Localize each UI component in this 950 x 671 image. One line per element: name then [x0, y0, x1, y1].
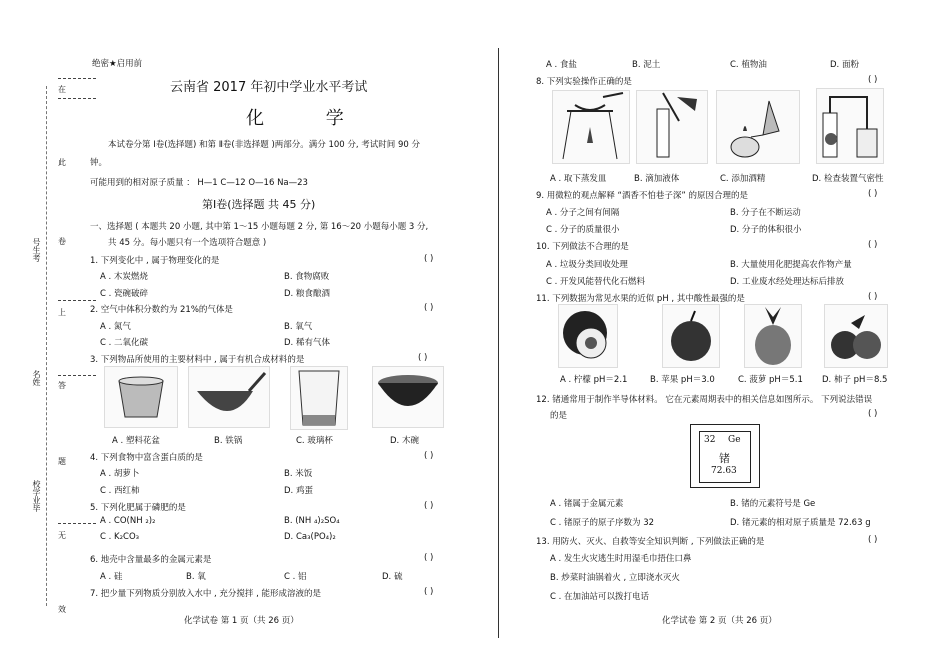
element-card: [690, 424, 760, 488]
option[interactable]: A . 取下蒸发皿: [550, 174, 607, 184]
question-stem: 3. 下列物品所使用的主要材料中 , 属于有机合成材料的是: [90, 355, 305, 365]
question-stem-cont: 的是: [550, 411, 568, 421]
subject-title: 化 学: [246, 108, 372, 129]
answer-blank[interactable]: ( ): [424, 587, 434, 597]
answer-blank[interactable]: ( ): [424, 553, 434, 563]
glass-cup-image: [290, 366, 348, 430]
option[interactable]: A . 柠檬 pH＝2.1: [560, 375, 628, 385]
question-stem: 6. 地壳中含量最多的金属元素是: [90, 555, 212, 565]
question-stem: 4. 下列食物中富含蛋白质的是: [90, 453, 203, 463]
question-stem: 11. 下列数据为常见水果的近似 pH , 其中酸性最强的是: [536, 294, 745, 304]
intro-line2: 钟。: [90, 158, 108, 168]
option[interactable]: D. 稀有气体: [284, 338, 330, 348]
option[interactable]: B. (NH ₄)₂SO₄: [284, 516, 340, 526]
lemon-image: [558, 304, 618, 368]
question-stem: 2. 空气中体积分数约为 21%的气体是: [90, 305, 233, 315]
question-stem: 8. 下列实验操作正确的是: [536, 77, 632, 87]
option[interactable]: B. 炒菜时油锅着火 , 立即浇水灭火: [550, 573, 680, 583]
question-stem: 5. 下列化肥属于磷肥的是: [90, 503, 186, 513]
option[interactable]: B. 铁锅: [214, 436, 243, 446]
pineapple-image: [744, 304, 802, 368]
option[interactable]: C . 铝: [284, 572, 307, 582]
option[interactable]: B. 分子在不断运动: [730, 208, 801, 218]
option[interactable]: C . K₂CO₃: [100, 532, 140, 542]
school-field[interactable]: 校学业毕: [32, 480, 41, 512]
element-symbol: Ge: [728, 435, 741, 445]
atomic-masses: 可能用到的相对原子质量 ： H—1 C—12 O—16 Na—23: [90, 178, 308, 188]
option[interactable]: A . 木炭燃烧: [100, 272, 148, 282]
wooden-bowl-image: [372, 366, 444, 428]
answer-blank[interactable]: ( ): [868, 75, 878, 85]
option[interactable]: C. 植物油: [730, 60, 767, 70]
answer-blank[interactable]: ( ): [418, 353, 428, 363]
option[interactable]: A . 发生火灾逃生时用湿毛巾捂住口鼻: [550, 554, 692, 564]
persimmon-image: [824, 304, 888, 368]
answer-blank[interactable]: ( ): [424, 254, 434, 264]
option[interactable]: D. 工业废水经处理达标后排放: [730, 277, 844, 287]
flowerpot-image: [104, 366, 178, 428]
option[interactable]: A . 硅: [100, 572, 123, 582]
option[interactable]: D. 鸡蛋: [284, 486, 313, 496]
option[interactable]: D. 检查装置气密性: [812, 174, 884, 184]
option[interactable]: A . 塑料花盆: [112, 436, 160, 446]
option[interactable]: A . 胡萝卜: [100, 469, 140, 479]
page-divider: [498, 48, 499, 638]
answer-blank[interactable]: ( ): [868, 240, 878, 250]
option[interactable]: C . 锗原子的原子序数为 32: [550, 518, 655, 528]
binding-char: 效: [58, 605, 66, 614]
binding-line: [46, 86, 47, 606]
option[interactable]: C. 玻璃杯: [296, 436, 333, 446]
option[interactable]: B. 锗的元素符号是 Ge: [730, 499, 816, 509]
question-stem: 10. 下列做法不合理的是: [536, 242, 629, 252]
option[interactable]: D. 锗元素的相对原子质量是 72.63 g: [730, 518, 871, 528]
option[interactable]: B. 氧气: [284, 322, 313, 332]
option[interactable]: B. 滴加液体: [634, 174, 680, 184]
option[interactable]: A . 垃圾分类回收处理: [546, 260, 628, 270]
option[interactable]: B. 氧: [186, 572, 206, 582]
option[interactable]: D. 柿子 pH＝8.5: [822, 375, 888, 385]
iron-pan-image: [188, 366, 270, 428]
option[interactable]: A . 氮气: [100, 322, 131, 332]
option[interactable]: C. 添加酒精: [720, 174, 766, 184]
option[interactable]: A . 锗属于金属元素: [550, 499, 624, 509]
binding-char: 答: [58, 381, 66, 390]
option[interactable]: C. 菠萝 pH＝5.1: [738, 375, 803, 385]
question-stem: 1. 下列变化中 , 属于物理变化的是: [90, 256, 220, 266]
binding-char: 卷: [58, 237, 66, 246]
binding-char: 此: [58, 158, 66, 167]
option[interactable]: C . 开发风能替代化石燃料: [546, 277, 646, 287]
option[interactable]: B. 泥土: [632, 60, 661, 70]
option[interactable]: B. 苹果 pH＝3.0: [650, 375, 715, 385]
atomic-number: 32: [704, 435, 716, 445]
question-stem: 7. 把少量下列物质分别放入水中 , 充分搅拌 , 能形成溶液的是: [90, 589, 322, 599]
answer-blank[interactable]: ( ): [424, 451, 434, 461]
option[interactable]: D. Ca₃(PO₄)₂: [284, 532, 336, 542]
question-stem: 12. 锗通常用于制作半导体材料。 它在元素周期表中的相关信息如图所示。 下列说法错误: [536, 395, 873, 405]
option[interactable]: D. 粮食酿酒: [284, 289, 330, 299]
answer-blank[interactable]: ( ): [868, 292, 878, 302]
answer-blank[interactable]: ( ): [868, 189, 878, 199]
option[interactable]: C . 在加油站可以拨打电话: [550, 592, 650, 602]
footer-right: 化学试卷 第 2 页（共 26 页）: [662, 616, 777, 626]
apple-image: [662, 304, 720, 368]
binding-char: 无: [58, 531, 66, 540]
option[interactable]: C . 西红柿: [100, 486, 140, 496]
alcohol-lamp-image: [716, 90, 800, 164]
option[interactable]: B. 食物腐败: [284, 272, 330, 282]
option[interactable]: D. 分子的体积很小: [730, 225, 802, 235]
answer-blank[interactable]: ( ): [424, 303, 434, 313]
answer-blank[interactable]: ( ): [424, 501, 434, 511]
intro-line1: 本试卷分第 Ⅰ卷(选择题) 和第 Ⅱ卷(非选择题 )两部分。满分 100 分, 考试时间 90 分: [108, 140, 421, 150]
option[interactable]: C . 分子的质量很小: [546, 225, 620, 235]
option[interactable]: C . 瓷碗破碎: [100, 289, 149, 299]
option[interactable]: B. 大量使用化肥提高农作物产量: [730, 260, 852, 270]
binding-char: 上: [58, 308, 66, 317]
exam-title: 云南省 2017 年初中学业水平考试: [170, 80, 368, 95]
option[interactable]: A . CO(NH ₂)₂: [100, 516, 156, 526]
option[interactable]: D. 木碗: [390, 436, 419, 446]
question-stem: 9. 用微粒的观点解释 “酒香不怕巷子深” 的原因合理的是: [536, 191, 749, 201]
evaporating-dish-image: [552, 90, 630, 164]
question-stem: 13. 用防火、灭火、自救等安全知识判断 , 下列做法正确的是: [536, 537, 765, 547]
option[interactable]: C . 二氧化碳: [100, 338, 149, 348]
binding-char: 在: [58, 85, 66, 94]
option[interactable]: A . 食盐: [546, 60, 577, 70]
exam-id-field[interactable]: 号生考: [32, 238, 41, 262]
binding-char: 题: [58, 457, 66, 466]
answer-blank[interactable]: ( ): [868, 535, 878, 545]
section-desc2: 共 45 分。每小题只有一个选项符合题意 ): [108, 238, 267, 248]
secret-mark: 绝密★启用前: [92, 59, 143, 69]
dropper-image: [636, 90, 708, 164]
option[interactable]: D. 面粉: [830, 60, 859, 70]
section-desc1: 一、选择题 ( 本题共 20 小题, 其中第 1～15 小题每题 2 分, 第 16～20 小题每小题 3 分,: [90, 222, 429, 232]
footer-left: 化学试卷 第 1 页（共 26 页）: [184, 616, 299, 626]
option[interactable]: A . 分子之间有间隔: [546, 208, 620, 218]
option[interactable]: D. 硫: [382, 572, 403, 582]
element-name: 锗: [719, 452, 730, 465]
airtight-check-image: [816, 88, 884, 164]
name-field[interactable]: 名姓: [32, 370, 41, 386]
atomic-mass: 72.63: [711, 466, 737, 476]
answer-blank[interactable]: ( ): [868, 409, 878, 419]
section-title: 第Ⅰ卷(选择题 共 45 分): [202, 198, 316, 211]
option[interactable]: B. 米饭: [284, 469, 313, 479]
